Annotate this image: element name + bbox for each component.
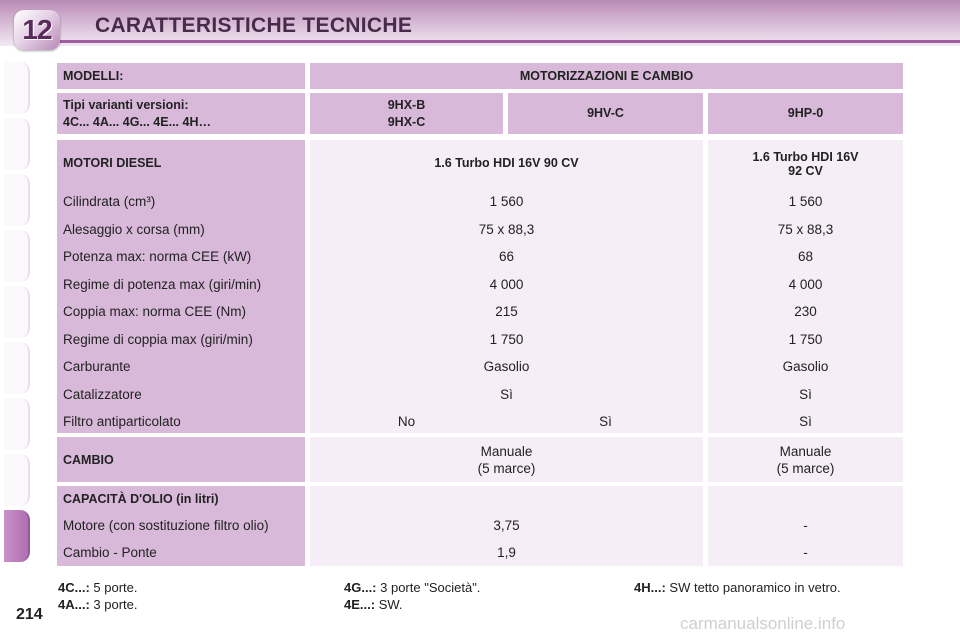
spec-value: Sì [500,387,513,402]
filter-value-9hx: No [397,414,416,429]
oil-value: - [803,545,808,560]
gearbox-label: CAMBIO [63,453,114,467]
spec-label: Cilindrata (cm³) [63,194,156,209]
spec-value: 1 560 [788,194,823,209]
gearbox-a-line2: (5 marce) [477,461,536,476]
oil-b-column [708,486,903,566]
filter-value-9hv: Sì [599,414,612,429]
variant-col1-line1: 9HX-B [387,98,426,112]
spec-value: Sì [799,414,812,429]
gearbox-b-cell [708,437,903,482]
footnote-4c [58,580,138,595]
oil-value: 3,75 [493,518,520,533]
oil-value: 1,9 [497,545,516,560]
spec-label: Regime di potenza max (giri/min) [63,277,262,292]
variants-line2: 4C... 4A... 4G... 4E... 4H… [63,115,211,129]
footnote-key: 4A...: [58,597,90,612]
engines-header: MOTORIZZAZIONI E CAMBIO [519,69,694,83]
spec-value: 1 560 [489,194,524,209]
variant-col3-cell [708,93,903,134]
chapter-badge [14,10,60,50]
gearbox-a-cell [310,437,703,482]
spec-value: 68 [797,249,814,264]
footnote-key: 4E...: [344,597,376,612]
footnote-text: 3 porte "Società". [376,580,481,595]
diesel-label: MOTORI DIESEL [63,156,162,170]
oil-value: - [803,518,808,533]
spec-label: Potenza max: norma CEE (kW) [63,249,252,264]
footnote-text: 5 porte. [89,580,138,595]
chapter-tab[interactable] [4,342,30,394]
gearbox-label-cell [57,437,305,482]
spec-value: Gasolio [782,359,829,374]
spec-label: Filtro antiparticolato [63,414,181,429]
spec-value: 1 750 [788,332,823,347]
page-number: 214 [16,606,43,623]
page-title: CARATTERISTICHE TECNICHE [95,14,413,37]
chapter-tab[interactable] [4,454,30,506]
chapter-tab-active[interactable] [4,510,30,562]
variant-col2-cell [508,93,703,134]
engine-a-title: 1.6 Turbo HDI 16V 90 CV [434,156,579,170]
diesel-label-column [57,140,305,433]
spec-label: Regime di coppia max (giri/min) [63,332,253,347]
engines-header-cell [310,63,903,89]
engine-a-column [310,140,703,433]
spec-value: 1 750 [489,332,524,347]
variant-col1-line2: 9HX-C [387,115,426,129]
footnote-4e [344,597,403,612]
footnote-4g [344,580,480,595]
spec-value: 75 x 88,3 [777,222,834,237]
footnote-key: 4G...: [344,580,377,595]
footnote-text: 3 porte. [89,597,138,612]
oil-row-label: Cambio - Ponte [63,545,157,560]
oil-row-label: Motore (con sostituzione filtro olio) [63,518,269,533]
spec-value: 66 [498,249,515,264]
variant-col1-cell [310,93,503,134]
models-label-cell [57,63,305,89]
footnote-key: 4H...: [634,580,666,595]
spec-value: 4 000 [489,277,524,292]
footnote-4h [634,580,841,595]
spec-value: 230 [794,304,817,319]
gearbox-b-line1: Manuale [779,444,832,459]
watermark: carmanualsonline.info [680,614,846,633]
chapter-tab[interactable] [4,118,30,170]
chapter-tab[interactable] [4,398,30,450]
spec-value: 4 000 [788,277,823,292]
chapter-number: 12 [22,14,52,45]
variant-col2: 9HV-C [587,106,624,120]
spec-value: 215 [495,304,518,319]
spec-value: Gasolio [483,359,530,374]
footnote-4a [58,597,138,612]
spec-value: Sì [799,387,812,402]
gearbox-b-line2: (5 marce) [776,461,835,476]
footnote-text: SW. [375,597,403,612]
chapter-tab[interactable] [4,174,30,226]
models-label: MODELLI: [63,69,124,83]
variant-col3: 9HP-0 [787,106,824,120]
spec-label: Catalizzatore [63,387,142,402]
spec-label: Carburante [63,359,131,374]
engine-b-column [708,140,903,433]
oil-label: CAPACITÀ D'OLIO (in litri) [63,492,219,506]
engine-b-title-line1: 1.6 Turbo HDI 16V [752,150,859,164]
spec-label: Coppia max: norma CEE (Nm) [63,304,247,319]
chapter-tabs [0,62,32,574]
chapter-tab[interactable] [4,286,30,338]
engine-b-title-line2: 92 CV [788,164,823,178]
variants-label-cell [57,93,305,134]
chapter-tab[interactable] [4,230,30,282]
chapter-tab[interactable] [4,62,30,114]
footnote-text: SW tetto panoramico in vetro. [665,580,841,595]
header-rule [60,40,960,43]
oil-a-column [310,486,703,566]
footnote-key: 4C...: [58,580,90,595]
gearbox-a-line1: Manuale [480,444,533,459]
oil-label-column [57,486,305,566]
spec-label: Alesaggio x corsa (mm) [63,222,205,237]
spec-value: 75 x 88,3 [478,222,535,237]
variants-line1: Tipi varianti versioni: [63,98,189,112]
